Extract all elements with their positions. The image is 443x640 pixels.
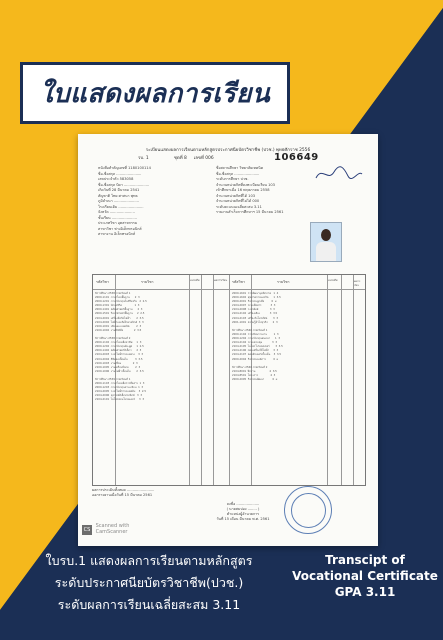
- caption-thai-line: ใบรบ.1 แสดงผลการเรียนตามหลักสูตร: [45, 553, 253, 568]
- info-line: ชั้นเรียน ......................: [98, 215, 137, 220]
- table-left-rows: ปีการศึกษา 2558 ภาคเรียนที่ 1 2000-1101 ภาษาไทยพื้นฐาน 2 3 2000-1201 ภาษาอังกฤษในชีวิตจริง 2 2.5 2000-1301 ทักษะชีวิต 1 3 2000-1401 คณิตศาสตร์พื้นฐาน 2 3 2000-1501 วิทยาศาสตร์พื้นฐาน 2 2.5 2104-2001 เครื่องมือวัดไฟฟ้า 2 3.5 2104-2002 ไฟฟ้าและอิเล็กทรอนิกส์ 3 3 2100-1001 เขียนแบบเทคนิค 2 3 2100-1002 งานฝึกฝีมือ 2 3.5 ปีการศึกษา 2558 ภาคเรียนที่ 2 2000-1102 ภาษาไทยเพื่ออาชีพ 1 3 2000-1202 ภาษาอังกฤษฟัง-พูด 1 2.5 2000-1402 คณิตศาสตร์อิเล็กฯ 2 3 2104-2003 วงจรไฟฟ้ากระแสตรง 3 3 2104-2004 ดิจิตอลเบื้องต้น 3 3.5 2100-1003 งานเชื่อม 2 3 2100-1005 งานเครื่องมือกล 2 3 2100-1006 งานไฟฟ้าเบื้องต้น 2 3.5 ปีการศึกษา 2559 ภาคเรียนที่ 1 2000-1103 ภาษาไทยเพื่อการสื่อสาร 1 3 2000-1203 ภาษาอังกฤษอ่าน-เขียน 1 3 2104-2005 วงจรไฟฟ้ากระแสสลับ 3 2.5 2104-2006 อุปกรณ์อิเล็กทรอนิกส์ 3 3 2104-2101 ไมโครคอนโทรลเลอร์ 3 3: [95, 292, 147, 402]
- info-line: ชื่อ-ชื่อสกุล ......................: [216, 171, 260, 176]
- table-header-line: [93, 289, 365, 290]
- info-line: ระดับคะแนนเฉลี่ยสะสม 3.11: [216, 204, 262, 209]
- student-info-left: [98, 166, 208, 238]
- photo-torso: [316, 242, 336, 261]
- info-line: จังหวัด ......................: [98, 210, 135, 214]
- table-header-subject-2: รายวิชา: [277, 280, 290, 284]
- caption-english-line: Vocational Certificate: [292, 569, 438, 583]
- official-seal-icon: [284, 486, 332, 534]
- title-banner: [20, 62, 290, 124]
- document-form-code: รบ. 1: [138, 156, 149, 161]
- transcript-document: [78, 134, 378, 546]
- info-line: ระดับการศึกษา ปวช.: [216, 177, 249, 181]
- grades-table: [92, 274, 366, 486]
- table-divider: [229, 275, 230, 485]
- sign-line: ลงชื่อ ....................: [226, 502, 260, 506]
- student-photo: [310, 222, 342, 262]
- photo-head: [321, 229, 331, 241]
- info-line: ชื่อสถานศึกษา วิทยาลัยเทคนิค: [216, 166, 264, 170]
- sign-line: วันที่ 15 เดือน มีนาคม พ.ศ. 2561: [216, 517, 270, 521]
- table-header-grade: ผลการเรียน: [214, 279, 228, 282]
- info-line: เกิดวันที่ 28 มีนาคม 2541: [98, 188, 140, 192]
- info-line: จำนวนหน่วยกิตที่ลงทะเบียนเรียน 103: [216, 182, 275, 187]
- serial-number: 106649: [274, 152, 319, 163]
- info-line: ชื่อ-ชื่อสกุล บิดา ......................: [98, 182, 150, 187]
- signature-scribble-icon: [314, 164, 364, 184]
- scanner-watermark: [82, 524, 129, 535]
- camscanner-logo-icon: CS: [83, 526, 91, 533]
- caption-english-line: Transcipt of: [325, 553, 405, 567]
- caption-thai-line: ระดับประกาศนียบัตรวิชาชีพ(ปวช.): [54, 575, 244, 590]
- page-title: ใบแสดงผลการเรียน: [39, 78, 271, 109]
- document-header: ระเบียนแสดงผลการเรียนตามหลักสูตรประกาศนียบัตรวิชาชีพ (ปวช.) พุทธศักราช 2556: [145, 148, 311, 153]
- info-line: เข้าศึกษาเมื่อ 16 พฤษภาคม 2558: [216, 188, 270, 192]
- document-footer: [92, 488, 154, 499]
- footer-line: ออกรายงานเมื่อวันที่ 15 มีนาคม 2561: [92, 493, 153, 498]
- info-line: ชื่อ-ชื่อสกุล ......................: [98, 171, 142, 176]
- student-info-right: [216, 166, 306, 216]
- info-line: จำนวนหน่วยกิตที่ได้ 103: [216, 193, 256, 198]
- info-line: สัญชาติ ไทย ศาสนา พุทธ: [98, 193, 138, 198]
- info-line: จำนวนหน่วยกิตที่ไม่ได้ 000: [216, 199, 260, 203]
- info-line: รายงานสำเร็จการศึกษาฯ 15 มีนาคม 2561: [216, 210, 284, 214]
- table-header-grade-2: ผลการเรียน: [354, 280, 361, 287]
- director-signature-top: [314, 164, 364, 204]
- info-line: เลขประจำตัว 583058: [98, 177, 134, 181]
- caption-english: [290, 552, 440, 600]
- info-line: ภูมิลำเนา ......................: [98, 199, 139, 203]
- scanner-text: Scanned with: [95, 523, 130, 529]
- info-line: สาขางาน อิเล็กทรอนิกส์: [98, 232, 136, 236]
- document-number: เลขที่ 006: [193, 156, 214, 161]
- info-line: ประเภทวิชา อุตสาหกรรม: [98, 221, 138, 225]
- caption-english-line: GPA 3.11: [334, 585, 396, 599]
- caption-thai: [14, 550, 284, 616]
- info-line: หนังสือสำคัญเลขที่ 1180100114: [98, 166, 151, 170]
- document-subheader: [138, 154, 214, 161]
- table-header-credit: หน่วยกิต: [190, 279, 200, 282]
- sign-line: ตำแหน่งผู้อำนวยการ: [226, 512, 260, 516]
- table-header-subject: รายวิชา: [141, 280, 154, 284]
- table-header-code-2: รหัสวิชา: [232, 280, 245, 284]
- sign-line: ( นายสมปอง ........ ): [226, 507, 260, 511]
- table-header-credit-2: หน่วยกิต: [328, 279, 338, 282]
- document-set: ชุดที่ 8: [173, 156, 187, 161]
- scanner-text: CamScanner: [95, 528, 128, 535]
- info-line: โรงเรียนเดิม ......................: [98, 204, 144, 209]
- caption-thai-line: ระดับผลการเรียนเฉลี่ยสะสม 3.11: [57, 597, 241, 612]
- table-header-code: รหัสวิชา: [96, 280, 109, 284]
- footer-line: ผลการประเมินทั้งหมด ........................: [92, 488, 155, 492]
- table-right-rows: 2000-1601 การพัฒนาบุคลิกภาพ 1 4 2000-1602 สุขภาพกายและจิต 1 3.5 2000-2001 กิจกรรมลูกเสือ 0 ผ 2104-2007 ระบบสื่อสาร 3 3 2104-2008 วงจรพัลส์ 3 3 2104-2102 เครื่องเสียง 3 3.5 2104-2103 เครื่องรับโทรทัศน์ 3 3 2001-1001 ความรู้ทั่วไปธุรกิจ 2 3 ปีการศึกษา 2560 ภาคเรียนที่ 1 2000-1104 การเขียนรายงาน 1 3 2000-1204 ภาษาอังกฤษสนทนา 1 3 2104-2104 ระบบควบคุม 3 3 2104-2105 ไมโครโปรเซสเซอร์ 3 3.5 2104-2106 ซ่อมเครื่องใช้ไฟฟ้า 3 3 2104-2107 คอมพิวเตอร์เบื้องต้น 3 3.5 2000-2004 กิจกรรมองค์การ 0 ผ ปีการศึกษา 2560 ภาคเรียนที่ 2 2104-8001 ฝึกงาน 4 3.5 2104-8501 โครงการ 4 3 2000-2005 กิจกรรมพัฒนา 0 ผ: [232, 292, 283, 381]
- info-line: สาขาวิชา ช่างอิเล็กทรอนิกส์: [98, 226, 142, 231]
- director-signature-bottom: [198, 502, 288, 522]
